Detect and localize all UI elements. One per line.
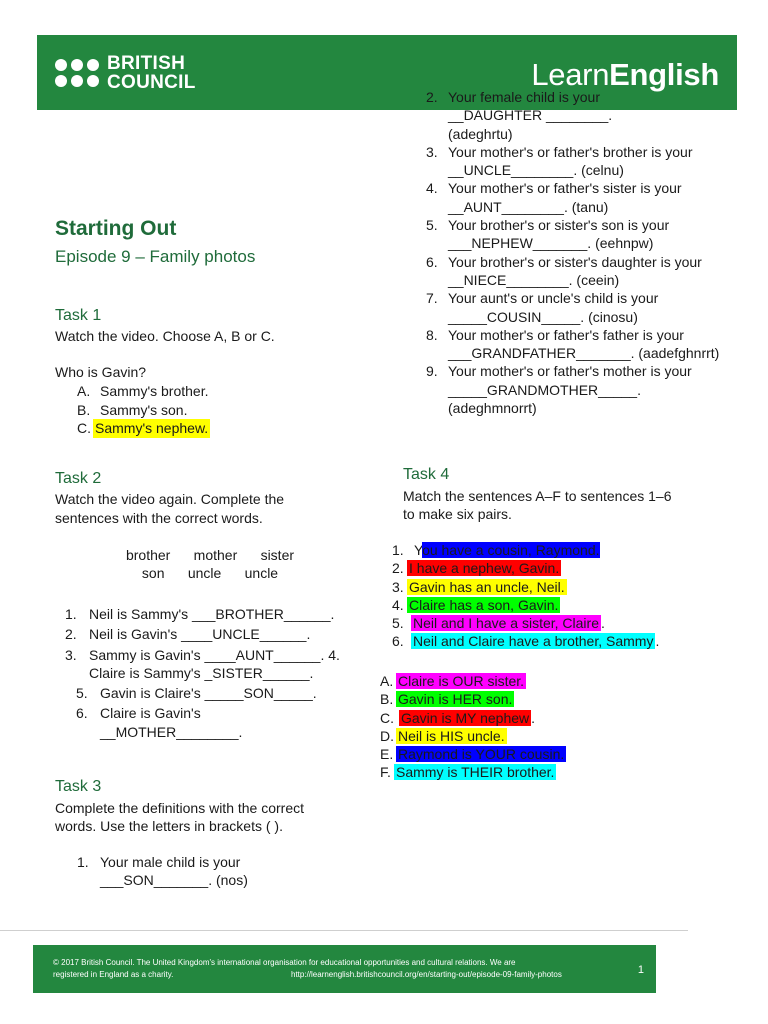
task3-list-right — [426, 88, 726, 417]
page-title: Starting Out — [55, 217, 177, 240]
task4-instruction-2: to make six pairs. — [403, 506, 512, 522]
task3-list-left — [77, 853, 277, 890]
logo-english: English — [609, 57, 719, 92]
item-suffix: . — [655, 633, 660, 650]
footer-line-2: registered in England as a charity. — [53, 970, 174, 979]
task3-instruction-2: words. Use the letters in brackets ( ). — [55, 818, 283, 834]
item-text: Your mother's or father's sister is your __AUNT________. (tanu) — [448, 180, 682, 215]
item-number: 5. — [76, 685, 88, 702]
task2-list — [65, 605, 380, 741]
item-number: 3. — [392, 578, 404, 595]
item-text: Gavin is Claire's _____SON_____. — [100, 685, 317, 702]
item-text-highlighted: Neil and I have a sister, Claire — [413, 615, 599, 632]
item-number: 5. — [426, 217, 438, 234]
brand-line-1: BRITISH — [107, 53, 186, 74]
lettered-item — [380, 709, 700, 727]
lettered-item — [380, 672, 700, 690]
item-letter: D. — [380, 727, 394, 744]
footer-copyright — [53, 957, 613, 981]
option-text-highlighted: Sammy's nephew. — [95, 420, 209, 436]
item-number: 4. — [392, 596, 404, 613]
logo-learn: Learn — [531, 57, 610, 92]
item-number: 3. — [426, 143, 438, 160]
list-item — [426, 88, 648, 143]
lettered-item — [380, 745, 700, 763]
word-bank-line-1: brother mother sister — [125, 547, 295, 563]
numbered-item — [392, 541, 712, 559]
item-text-highlighted: Neil and Claire have a brother, Sammy — [413, 633, 654, 650]
item-number: 1. — [392, 542, 404, 558]
numbered-item — [392, 614, 712, 632]
task1-question: Who is Gavin? — [55, 364, 147, 380]
item-text-highlighted: Sammy is THEIR brother. — [396, 764, 555, 781]
item-number: 6. — [426, 253, 438, 270]
list-item — [426, 362, 726, 417]
list-item — [65, 605, 380, 623]
item-text: Your brother's or sister's son is your ___NEPHEW_______. (eehnpw) — [448, 217, 670, 252]
item-suffix: . — [531, 709, 536, 726]
item-number: 1. — [77, 854, 89, 870]
item-text: Neil is Gavin's ____UNCLE______. — [89, 626, 311, 643]
item-number: 2. — [392, 560, 404, 577]
item-text-highlighted: ou have a cousin, Raymond. — [422, 542, 600, 558]
item-text: Sammy is Gavin's ____AUNT______. 4. Claire is Sammy's _SISTER______. — [89, 646, 340, 681]
task1-options — [77, 382, 317, 438]
page-subtitle: Episode 9 – Family photos — [55, 247, 256, 266]
item-number: 7. — [426, 290, 438, 307]
list-item — [426, 143, 726, 180]
item-number: 4. — [426, 180, 438, 197]
item-text: Your male child is your ___SON_______. (nos) — [100, 854, 248, 889]
item-text-highlighted: Gavin is MY nephew — [401, 709, 530, 726]
task3-instruction-1: Complete the definitions with the correct — [55, 800, 305, 816]
option-c — [77, 419, 317, 438]
option-a — [77, 382, 317, 401]
list-item — [426, 289, 726, 326]
item-letter: E. — [380, 746, 394, 763]
item-number: 1. — [65, 606, 77, 622]
task1-instruction: Watch the video. Choose A, B or C. — [55, 328, 275, 344]
item-letter: A. — [380, 673, 394, 689]
item-number: 9. — [426, 363, 438, 380]
numbered-item — [392, 632, 712, 650]
item-text: Your mother's or father's mother is your _____GRANDMOTHER_____. (adeghmnorrt) — [448, 363, 692, 417]
numbered-item — [392, 578, 712, 596]
logo-dots-icon — [55, 59, 99, 87]
list-item — [65, 646, 380, 683]
task3-heading: Task 3 — [55, 778, 102, 795]
list-item — [426, 216, 726, 253]
item-text-highlighted: Raymond is YOUR cousin. — [398, 746, 565, 763]
task2-heading: Task 2 — [55, 470, 102, 487]
list-item — [426, 326, 726, 363]
item-number: 2. — [426, 89, 438, 105]
list-item — [65, 684, 380, 702]
item-letter: C. — [380, 709, 394, 726]
item-text: Your aunt's or uncle's child is your _____COUSIN_____. (cinosu) — [448, 290, 659, 325]
item-number: 6. — [392, 633, 404, 650]
footer-divider — [0, 930, 688, 931]
item-text: Your mother's or father's father is your ___GRANDFATHER_______. (aadefghnrrt) — [448, 326, 720, 362]
option-letter: C. — [77, 420, 91, 436]
item-letter: B. — [380, 691, 394, 708]
footer-banner — [33, 945, 656, 993]
option-b — [77, 401, 317, 420]
item-text: Your brother's or sister's daughter is your __NIECE________. (ceein) — [448, 253, 702, 288]
footer-url: http://learnenglish.britishcouncil.org/en/starting-out/episode-09-family-photos — [291, 970, 562, 979]
lettered-item — [380, 690, 700, 708]
page-number: 1 — [637, 964, 644, 976]
task4-numbered-list — [392, 541, 712, 651]
item-number: 5. — [392, 615, 404, 632]
item-suffix: . — [600, 615, 605, 632]
numbered-item — [392, 559, 712, 577]
item-text: Claire is Gavin's __MOTHER________. — [100, 705, 243, 740]
list-item — [65, 704, 270, 741]
item-number: 6. — [76, 705, 88, 722]
item-text: Neil is Sammy's ___BROTHER______. — [89, 606, 335, 622]
item-text: Your mother's or father's brother is your __UNCLE________. (celnu) — [448, 143, 693, 179]
item-text: Your female child is your __DAUGHTER ________. (adeghrtu) — [448, 89, 613, 142]
item-number: 2. — [65, 626, 77, 643]
list-item — [77, 853, 277, 890]
item-prefix: Y — [414, 542, 423, 558]
brand-line-2: COUNCIL — [107, 72, 196, 93]
task1-heading: Task 1 — [55, 307, 102, 324]
option-letter: B. — [77, 401, 91, 418]
option-letter: A. — [77, 383, 91, 399]
option-text: Sammy's son. — [100, 401, 188, 418]
task2-instruction-2: sentences with the correct words. — [55, 510, 263, 526]
task4-heading: Task 4 — [403, 466, 450, 483]
option-text: Sammy's brother. — [100, 383, 209, 399]
list-item — [426, 179, 726, 216]
list-item — [426, 253, 726, 290]
british-council-logo — [55, 51, 196, 95]
item-text-highlighted: Neil is HIS uncle. — [398, 727, 505, 744]
lettered-item — [380, 727, 700, 745]
lettered-item — [380, 763, 700, 781]
word-bank-line-2: son uncle uncle — [141, 565, 279, 581]
task4-lettered-list — [380, 672, 700, 782]
list-item — [65, 625, 380, 643]
numbered-item — [392, 596, 712, 614]
item-number: 3. — [65, 646, 77, 663]
footer-line-1: © 2017 British Council. The United Kingdom's international organisation for educational opportunities and cultural relations. We are — [53, 958, 516, 967]
task4-instruction-1: Match the sentences A–F to sentences 1–6 — [403, 488, 672, 504]
item-letter: F. — [380, 764, 391, 781]
item-text-highlighted: Claire has a son, Gavin. — [409, 596, 559, 613]
item-number: 8. — [426, 326, 438, 343]
item-text-highlighted: Gavin is HER son. — [398, 691, 513, 708]
item-text-highlighted: I have a nephew, Gavin. — [409, 560, 560, 577]
item-text-highlighted: Claire is OUR sister. — [398, 673, 525, 689]
item-text-highlighted: Gavin has an uncle, Neil. — [409, 578, 565, 595]
task2-instruction-1: Watch the video again. Complete the — [55, 491, 285, 507]
